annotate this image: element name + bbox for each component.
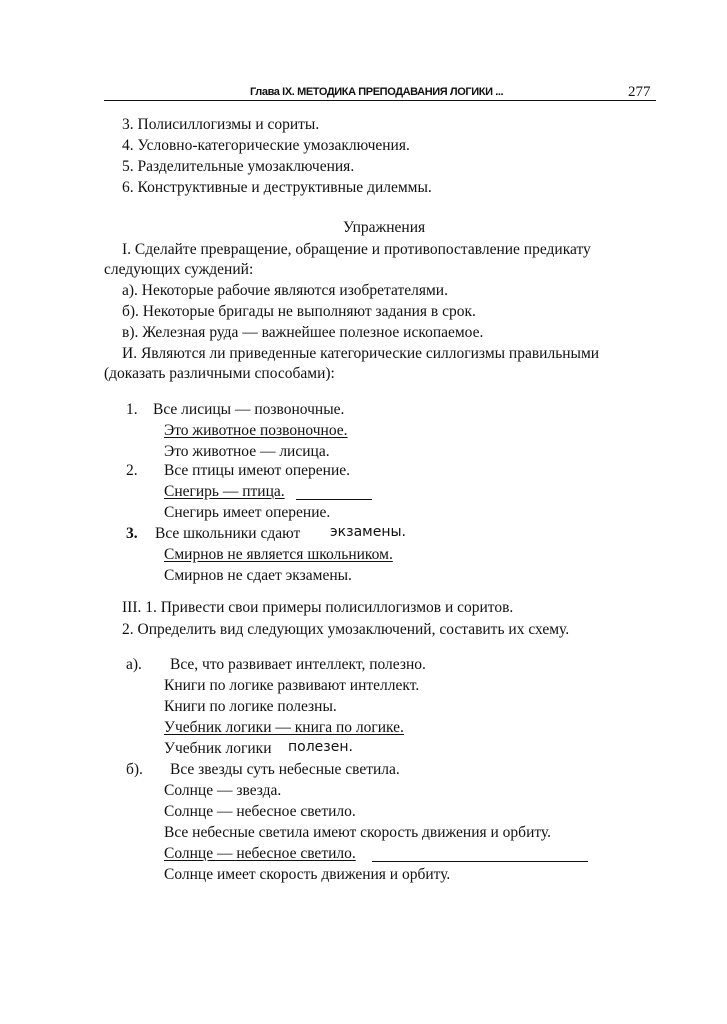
syllogism-premise xyxy=(164,482,285,502)
task-3-text-cont: 2. Определить вид следующих умозаключений, составить их схему. xyxy=(122,621,570,638)
example-line: Все небесные светила имеют скорость движения и орбиту. xyxy=(164,824,552,841)
example-line: Все звезды суть небесные светила. xyxy=(170,761,400,778)
syllogism-number: 3. xyxy=(126,525,138,542)
topic-item: 3. Полисиллогизмы и сориты. xyxy=(122,116,320,133)
page-number: 277 xyxy=(628,84,651,100)
example-label: б). xyxy=(126,761,143,778)
syllogism-premise: Все школьники сдают xyxy=(155,525,301,542)
task-1-item: в). Железная руда — важнейшее полезное ископаемое. xyxy=(122,324,484,341)
task-1-text: I. Сделайте превращение, обращение и противопоставление предикату xyxy=(122,241,591,258)
example-line: Солнце — небесное светило. xyxy=(164,803,356,820)
syllogism-premise: Смирнов не является школьником. xyxy=(164,546,393,563)
task-2-text-cont: (доказать различными способами): xyxy=(104,365,335,382)
example-conclusion: Солнце имеет скорость движения и орбиту. xyxy=(164,866,451,883)
syllogism-premise: Все птицы имеют оперение. xyxy=(164,462,351,479)
syllogism-number: 2. xyxy=(126,462,138,479)
example-line: Все, что развивает интеллект, полезно. xyxy=(170,656,426,673)
topic-item: 6. Конструктивные и деструктивные дилеммы. xyxy=(122,179,432,196)
example-conclusion: Учебник логики xyxy=(164,740,272,757)
topic-item: 4. Условно-категорические умозаключения. xyxy=(122,137,410,154)
syllogism-premise-end: экзамены. xyxy=(330,524,406,540)
example-line: Учебник логики — книга по логике. xyxy=(164,719,404,736)
underline-extension xyxy=(296,499,372,500)
example-line: Солнце — звезда. xyxy=(164,782,282,799)
example-label: а). xyxy=(126,656,142,673)
header-divider xyxy=(104,100,656,101)
syllogism-conclusion: Это животное — лисица. xyxy=(164,443,330,460)
task-1-text-cont: следующих суждений: xyxy=(104,261,254,278)
example-conclusion-end: полезен. xyxy=(288,739,353,755)
task-1-item: а). Некоторые рабочие являются изобретателями. xyxy=(122,282,448,299)
example-line: Книги по логике развивают интеллект. xyxy=(164,677,420,694)
task-1-item: б). Некоторые бригады не выполняют задания в срок. xyxy=(122,303,476,320)
syllogism-conclusion: Снегирь имеет оперение. xyxy=(164,504,331,521)
underline-extension xyxy=(372,861,588,862)
syllogism-premise: Это животное позвоночное. xyxy=(164,422,348,439)
topic-item: 5. Разделительные умозаключения. xyxy=(122,158,355,175)
syllogism-conclusion: Смирнов не сдает экзамены. xyxy=(164,567,352,584)
task-3-text: III. 1. Привести свои примеры полисиллогизмов и соритов. xyxy=(122,599,514,616)
syllogism-number: 1. xyxy=(126,401,138,418)
task-2-text: И. Являются ли приведенные категорические силлогизмы правильными xyxy=(122,345,600,362)
syllogism-premise-text: Снегирь — птица. xyxy=(164,483,285,500)
example-line: Солнце — небесное светило. xyxy=(164,845,356,862)
example-line: Книги по логике полезны. xyxy=(164,698,337,715)
syllogism-premise: Все лисицы — позвоночные. xyxy=(153,401,345,418)
exercises-heading: Упражнения xyxy=(343,219,426,236)
chapter-title: Глава IX. МЕТОДИКА ПРЕПОДАВАНИЯ ЛОГИКИ ... xyxy=(250,86,504,98)
